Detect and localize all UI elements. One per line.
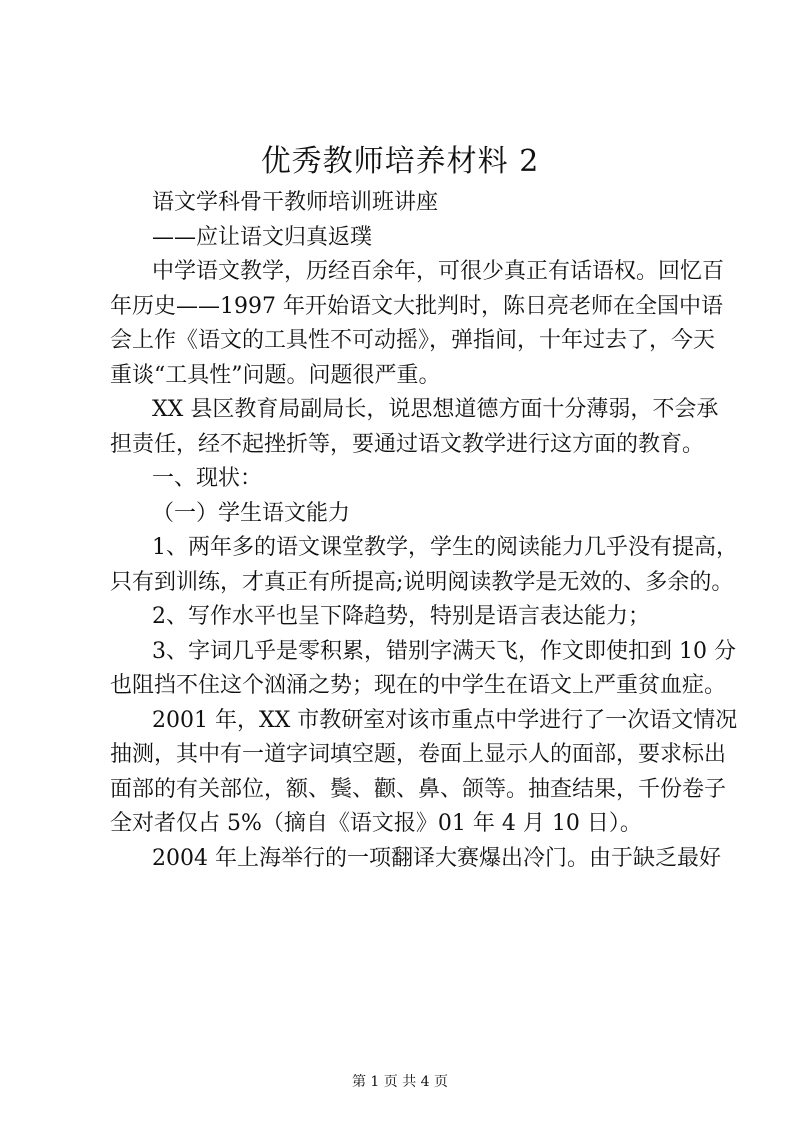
- body-line: 担责任，经不起挫折等，要通过语文教学进行这方面的教育。: [110, 431, 705, 457]
- page-footer: 第 1 页 共 4 页: [351, 1074, 449, 1090]
- body-line: 2001 年，XX 市教研室对该市重点中学进行了一次语文情况: [152, 707, 738, 733]
- body-line: 一、现状：: [152, 466, 263, 491]
- body-line: XX 县区教育局副局长，说思想道德方面十分薄弱，不会承: [152, 397, 719, 422]
- body-line: 也阻挡不住这个汹涌之势；现在的中学生在语文上严重贫血症。: [110, 673, 727, 698]
- body-line: 年历史——1997 年开始语文大批判时，陈日亮老师在全国中语: [110, 293, 723, 319]
- body-line: 抽测，其中有一道字词填空题，卷面上显示人的面部，要求标出: [110, 742, 727, 767]
- body-line: 重谈“工具性”问题。问题很严重。: [110, 362, 441, 388]
- body-line: 2、写作水平也呈下降趋势，特别是语言表达能力；: [152, 604, 650, 629]
- body-line: （一）学生语文能力: [152, 500, 351, 526]
- body-line: 3、字词几乎是零积累，错别字满天飞，作文即使扣到 10 分: [152, 638, 736, 664]
- document-title: 优秀教师培养材料 2: [260, 144, 540, 179]
- body-line: 只有到训练，才真正有所提高;说明阅读教学是无效的、多余的。: [110, 569, 734, 595]
- document-body: [110, 186, 738, 876]
- body-line: 中学语文教学，历经百余年，可很少真正有话语权。回忆百: [152, 259, 725, 284]
- body-line: 会上作《语文的工具性不可动摇》，弹指间，十年过去了，今天: [110, 328, 716, 353]
- body-line: 2004 年上海举行的一项翻译大赛爆出冷门。由于缺乏最好: [152, 845, 721, 871]
- body-line: 全对者仅占 5%（摘自《语文报》01 年 4 月 10 日）。: [110, 811, 642, 836]
- body-line: 面部的有关部位，额、鬓、颧、鼻、颌等。抽查结果，千份卷子: [110, 776, 727, 802]
- body-line: ——应让语文归真返璞: [152, 224, 373, 250]
- body-line: 1、两年多的语文课堂教学，学生的阅读能力几乎没有提高，: [152, 535, 738, 560]
- body-line: 语文学科骨干教师培训班讲座: [152, 190, 439, 215]
